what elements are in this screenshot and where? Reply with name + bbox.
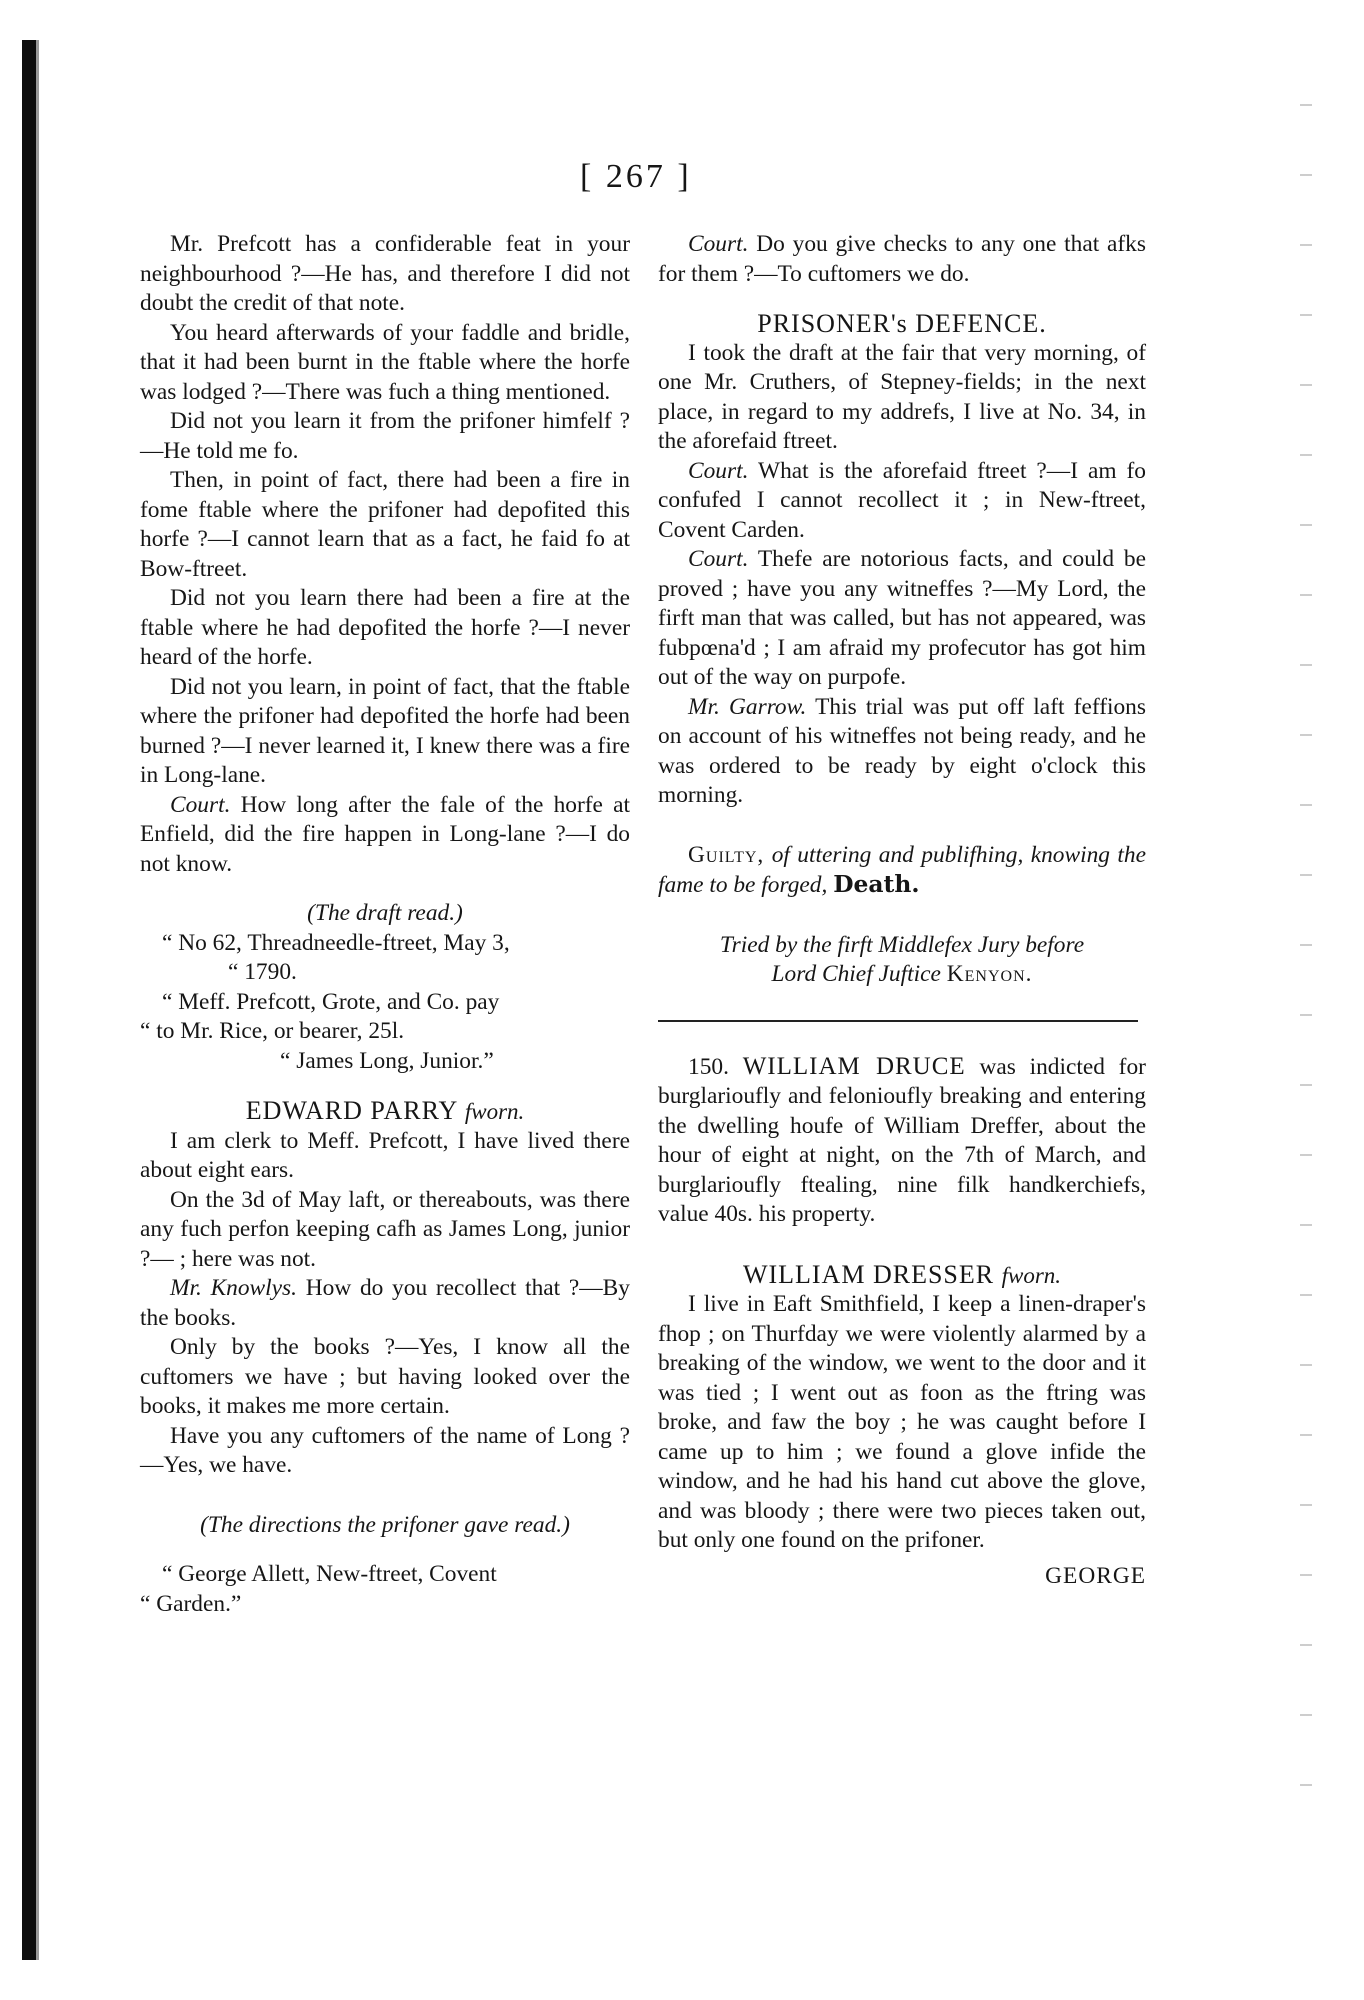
- paragraph: [658, 230, 1146, 289]
- quote-line: “ to Mr. Rice, or bearer, 25l.: [140, 1018, 405, 1044]
- paragraph: On the 3d of May laft, or thereabouts, was there any fuch perfon keeping cafh as James Long, junior ?— ; here was not.: [140, 1186, 630, 1272]
- verdict-death: Death.: [833, 870, 920, 898]
- paragraph: Did not you learn, in point of fact, that the ftable where the prifoner had depofited the horfe had been burned ?—I never learned it, I knew there was a fire in Long-lane.: [140, 673, 630, 788]
- speaker: Court.: [688, 457, 749, 484]
- witness-heading: [658, 1260, 1146, 1291]
- quote-line: “ James Long, Junior.”: [280, 1047, 494, 1074]
- draft-quote: [140, 929, 630, 1077]
- speaker: Mr. Garrow.: [688, 693, 807, 720]
- paragraph: Only by the books ?—Yes, I know all the cuftomers we have ; but having looked over the books, it makes me more certain.: [140, 1334, 630, 1419]
- paragraph: I am clerk to Meff. Prefcott, I have lived there about eight ears.: [140, 1127, 630, 1183]
- judge-title: Lord Chief Juftice: [771, 961, 941, 987]
- sworn-label: fworn.: [464, 1099, 525, 1124]
- paragraph: Have you any cuftomers of the name of Long ?—Yes, we have.: [140, 1422, 630, 1478]
- speech: Thefe are notorious facts, and could be proved ; have you any witneffes ?—My Lord, the firft man that was called, but has not appeared, was fubpœna'd ; I am afraid my profecutor has got him out of the way on purpofe.: [658, 546, 1146, 690]
- paragraph: Did not you learn it from the prifoner himfelf ?—He told me fo.: [140, 408, 630, 464]
- quote-line: “ No 62, Threadneedle-ftreet, May 3,: [162, 929, 510, 956]
- paragraph: [140, 791, 630, 880]
- paragraph: You heard afterwards of your faddle and bridle, that it had been burnt in the ftable where the horfe was lodged ?—There was fuch a thing mentioned.: [140, 319, 630, 405]
- witness-name: EDWARD PARRY: [245, 1096, 458, 1125]
- sworn-label: fworn.: [1001, 1262, 1062, 1288]
- paragraph: Did not you learn there had been a fire at the ftable where he had depofited the horfe ?—I never heard of the horfe.: [140, 585, 630, 670]
- draft-read-note: (The draft read.): [307, 900, 463, 926]
- quote-line: “ Garden.”: [140, 1590, 242, 1617]
- paragraph: [658, 545, 1146, 693]
- left-column: [140, 230, 630, 1619]
- directions-note: (The directions the prifoner gave read.): [200, 1511, 570, 1538]
- address-quote: [140, 1560, 630, 1619]
- section-divider: [658, 1020, 1138, 1022]
- case-number: 150.: [688, 1053, 729, 1080]
- quote-line: “ 1790.: [228, 959, 297, 985]
- defendant-name: WILLIAM DRUCE: [742, 1052, 966, 1080]
- speech: How long after the fale of the horfe at Enfield, did the fire happen in Long-lane ?—I do not know.: [140, 791, 630, 877]
- speech: This trial was put off laft feffions on account of his witneffes not being ready, and he was ordered to be ready by eight o'clock this morning.: [658, 693, 1146, 808]
- speaker: Mr. Knowlys.: [170, 1275, 297, 1301]
- judge-name: Kenyon.: [946, 961, 1033, 987]
- tried-line: Tried by the firft Middlefex Jury before: [719, 931, 1085, 958]
- page-number: [ 267 ]: [580, 158, 692, 195]
- margin-specks: [1300, 70, 1312, 1850]
- catchword: GEORGE: [1045, 1562, 1146, 1589]
- speaker: Court.: [688, 231, 749, 257]
- witness-name: WILLIAM DRESSER: [742, 1259, 995, 1289]
- case-paragraph: [658, 1052, 1146, 1230]
- verdict-text: of uttering and publifhing, knowing the fame to be forged,: [658, 841, 1146, 898]
- quote-line: “ George Allett, New-ftreet, Covent: [162, 1561, 497, 1587]
- paragraph: [658, 457, 1146, 546]
- speech: What is the aforefaid ftreet ?—I am fo confufed I cannot recollect it ; in New-ftreet, Covent Carden.: [658, 457, 1146, 543]
- paragraph: [658, 693, 1146, 811]
- paragraph: I live in Eaft Smithfield, I keep a linen-draper's fhop ; on Thurfday we were violently alarmed by a breaking of the window, we went to the door and it was tied ; I went out as foon as the ftring was broke, and faw the boy ; he was caught before I came up to him ; we found a glove infide the window, and he had his hand cut above the glove, and was bloody ; there were two pieces taken out, but only one found on the prifoner.: [658, 1291, 1146, 1553]
- paragraph: [140, 1274, 630, 1333]
- binding-shadow: [36, 40, 39, 1960]
- speech: Do you give checks to any one that afks for them ?—To cuftomers we do.: [658, 231, 1146, 287]
- quote-line: “ Meff. Prefcott, Grote, and Co. pay: [162, 988, 500, 1015]
- binding-edge: [22, 40, 36, 1960]
- verdict-guilty: Guilty,: [688, 841, 765, 868]
- paragraph: I took the draft at the fair that very morning, of one Mr. Cruthers, of Stepney-fields; in the next place, in regard to my addrefs, I live at No. 34, in the aforefaid ftreet.: [658, 339, 1146, 454]
- defence-heading: PRISONER's DEFENCE.: [757, 309, 1047, 338]
- paragraph: Mr. Prefcott has a confiderable feat in your neighbourhood ?—He has, and therefore I did not doubt the credit of that note.: [140, 231, 630, 316]
- case-text: was indicted for burglarioufly and felonioufly breaking and entering the dwelling houfe of William Dreffer, about the hour of eight at night, on the 7th of March, and burglarioufly ftealing, nine filk handkerchiefs, value 40s. his property.: [658, 1053, 1146, 1227]
- paragraph: Then, in point of fact, there had been a fire in fome ftable where the prifoner had depofited this horfe ?—I cannot learn that as a fact, he faid fo at Bow-ftreet.: [140, 467, 630, 582]
- speaker: Court.: [688, 546, 749, 572]
- right-column: [658, 230, 1146, 1591]
- speaker: Court.: [170, 791, 231, 818]
- verdict: [658, 841, 1146, 901]
- witness-heading: [140, 1096, 630, 1127]
- tried-line: [658, 960, 1146, 990]
- speech: How do you recollect that ?—By the books.: [140, 1275, 630, 1331]
